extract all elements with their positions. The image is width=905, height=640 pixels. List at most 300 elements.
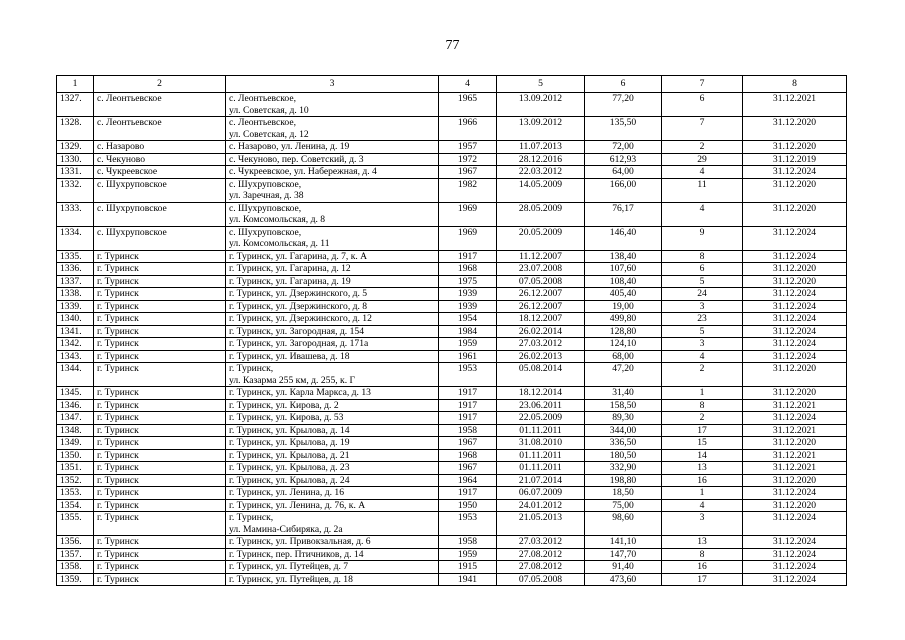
- address-line: г. Туринск, ул. Кирова, д. 53: [229, 412, 344, 423]
- table-row: [57, 166, 847, 179]
- address-cell: [226, 449, 439, 462]
- year-cell: 1917: [439, 250, 497, 263]
- count-cell: 2: [662, 363, 743, 387]
- row-number-cell: 1349.: [57, 437, 94, 450]
- address-line: ул. Советская, д. 10: [229, 104, 309, 116]
- column-header: 7: [662, 76, 743, 93]
- date-cell: 21.07.2014: [497, 474, 585, 487]
- address-line: ул. Комсомольская, д. 8: [229, 214, 326, 225]
- table-row: [57, 202, 847, 226]
- table-row: [57, 462, 847, 475]
- row-number-cell: 1338.: [57, 288, 94, 301]
- row-number-cell: 1340.: [57, 313, 94, 326]
- address-line: г. Туринск, ул. Кирова, д. 2: [229, 399, 339, 411]
- year-cell: 1917: [439, 487, 497, 500]
- address-cell: [226, 462, 439, 475]
- address-cell: [226, 288, 439, 301]
- settlement-cell: г. Туринск: [94, 561, 226, 574]
- settlement-cell: г. Туринск: [94, 449, 226, 462]
- deadline-cell: 31.12.2021: [743, 93, 847, 117]
- area-cell: 473,60: [585, 573, 662, 586]
- date-cell: 26.02.2014: [497, 325, 585, 338]
- row-number-cell: 1346.: [57, 399, 94, 412]
- year-cell: 1968: [439, 449, 497, 462]
- deadline-cell: 31.12.2019: [743, 153, 847, 166]
- date-cell: 28.12.2016: [497, 153, 585, 166]
- address-cell: [226, 338, 439, 351]
- address-cell: [226, 536, 439, 549]
- area-cell: 31,40: [585, 387, 662, 400]
- year-cell: 1967: [439, 462, 497, 475]
- row-number-cell: 1353.: [57, 487, 94, 500]
- table-row: [57, 561, 847, 574]
- date-cell: 01.11.2011: [497, 449, 585, 462]
- address-line: г. Туринск,: [229, 363, 274, 374]
- year-cell: 1969: [439, 226, 497, 250]
- area-cell: 47,20: [585, 363, 662, 387]
- address-line: г. Туринск, ул. Ленина, д. 76, к. А: [229, 499, 366, 511]
- area-cell: 64,00: [585, 166, 662, 179]
- date-cell: 27.03.2012: [497, 338, 585, 351]
- count-cell: 2: [662, 141, 743, 154]
- settlement-cell: г. Туринск: [94, 325, 226, 338]
- row-number-cell: 1337.: [57, 275, 94, 288]
- settlement-cell: г. Туринск: [94, 462, 226, 475]
- settlement-cell: г. Туринск: [94, 338, 226, 351]
- settlement-cell: г. Туринск: [94, 424, 226, 437]
- table-row: [57, 178, 847, 202]
- table-row: [57, 226, 847, 250]
- address-cell: [226, 166, 439, 179]
- address-line: с. Шухруповское,: [229, 226, 302, 238]
- date-cell: 01.11.2011: [497, 424, 585, 437]
- address-line: ул. Заречная, д. 38: [229, 190, 304, 201]
- address-cell: [226, 275, 439, 288]
- address-line: г. Туринск, ул. Загородная, д. 171а: [229, 338, 369, 349]
- year-cell: 1953: [439, 512, 497, 536]
- address-line: г. Туринск,: [229, 512, 274, 523]
- date-cell: 26.12.2007: [497, 300, 585, 313]
- deadline-cell: 31.12.2020: [743, 387, 847, 400]
- address-line: с. Леонтьевское,: [229, 93, 296, 104]
- address-cell: [226, 499, 439, 512]
- row-number-cell: 1334.: [57, 226, 94, 250]
- deadline-cell: 31.12.2024: [743, 313, 847, 326]
- column-header: 6: [585, 76, 662, 93]
- year-cell: 1967: [439, 166, 497, 179]
- table-row: [57, 399, 847, 412]
- address-line: г. Туринск, ул. Карла Маркса, д. 13: [229, 387, 371, 398]
- address-cell: [226, 487, 439, 500]
- row-number-cell: 1344.: [57, 363, 94, 387]
- deadline-cell: 31.12.2021: [743, 399, 847, 412]
- count-cell: 23: [662, 313, 743, 326]
- date-cell: 24.01.2012: [497, 499, 585, 512]
- row-number-cell: 1332.: [57, 178, 94, 202]
- year-cell: 1915: [439, 561, 497, 574]
- settlement-cell: с. Леонтьевское: [94, 93, 226, 117]
- area-cell: 499,80: [585, 313, 662, 326]
- settlement-cell: с. Леонтьевское: [94, 117, 226, 141]
- settlement-cell: г. Туринск: [94, 548, 226, 561]
- count-cell: 2: [662, 412, 743, 425]
- settlement-cell: г. Туринск: [94, 499, 226, 512]
- settlement-cell: г. Туринск: [94, 300, 226, 313]
- year-cell: 1959: [439, 338, 497, 351]
- count-cell: 17: [662, 573, 743, 586]
- address-cell: [226, 93, 439, 117]
- address-cell: [226, 412, 439, 425]
- date-cell: 27.03.2012: [497, 536, 585, 549]
- deadline-cell: 31.12.2024: [743, 250, 847, 263]
- address-cell: [226, 313, 439, 326]
- table-row: [57, 424, 847, 437]
- row-number-cell: 1359.: [57, 573, 94, 586]
- count-cell: 29: [662, 153, 743, 166]
- date-cell: 11.07.2013: [497, 141, 585, 154]
- count-cell: 1: [662, 487, 743, 500]
- year-cell: 1950: [439, 499, 497, 512]
- row-number-cell: 1335.: [57, 250, 94, 263]
- table-row: [57, 573, 847, 586]
- count-cell: 9: [662, 226, 743, 250]
- row-number-cell: 1348.: [57, 424, 94, 437]
- date-cell: 13.09.2012: [497, 117, 585, 141]
- row-number-cell: 1351.: [57, 462, 94, 475]
- address-line: г. Туринск, ул. Дзержинского, д. 5: [229, 288, 368, 299]
- page-number: 77: [445, 38, 460, 53]
- address-line: ул. Казарма 255 км, д. 255, к. Г: [229, 374, 356, 386]
- count-cell: 15: [662, 437, 743, 450]
- date-cell: 07.05.2008: [497, 275, 585, 288]
- date-cell: 14.05.2009: [497, 178, 585, 202]
- date-cell: 07.05.2008: [497, 573, 585, 586]
- count-cell: 16: [662, 474, 743, 487]
- area-cell: 135,50: [585, 117, 662, 141]
- table-row: [57, 363, 847, 387]
- settlement-cell: г. Туринск: [94, 387, 226, 400]
- count-cell: 8: [662, 548, 743, 561]
- table-row: [57, 437, 847, 450]
- year-cell: 1965: [439, 93, 497, 117]
- address-line: г. Туринск, ул. Привокзальная, д. 6: [229, 536, 371, 547]
- table-row: [57, 474, 847, 487]
- area-cell: 146,40: [585, 226, 662, 250]
- table-row: [57, 487, 847, 500]
- deadline-cell: 31.12.2024: [743, 226, 847, 250]
- address-line: ул. Комсомольская, д. 11: [229, 238, 330, 249]
- date-cell: 18.12.2014: [497, 387, 585, 400]
- address-cell: [226, 226, 439, 250]
- table-row: [57, 93, 847, 117]
- table-row: [57, 263, 847, 276]
- area-cell: 198,80: [585, 474, 662, 487]
- deadline-cell: 31.12.2024: [743, 412, 847, 425]
- deadline-cell: 31.12.2024: [743, 561, 847, 574]
- deadline-cell: 31.12.2020: [743, 117, 847, 141]
- deadline-cell: 31.12.2020: [743, 202, 847, 226]
- count-cell: 6: [662, 93, 743, 117]
- year-cell: 1975: [439, 275, 497, 288]
- count-cell: 11: [662, 178, 743, 202]
- address-line: г. Туринск, ул. Путейцев, д. 7: [229, 561, 349, 572]
- deadline-cell: 31.12.2024: [743, 166, 847, 179]
- settlement-cell: г. Туринск: [94, 412, 226, 425]
- area-cell: 166,00: [585, 178, 662, 202]
- settlement-cell: г. Туринск: [94, 288, 226, 301]
- year-cell: 1939: [439, 288, 497, 301]
- address-cell: [226, 548, 439, 561]
- deadline-cell: 31.12.2020: [743, 275, 847, 288]
- row-number-cell: 1330.: [57, 153, 94, 166]
- date-cell: 27.08.2012: [497, 548, 585, 561]
- deadline-cell: 31.12.2024: [743, 536, 847, 549]
- area-cell: 77,20: [585, 93, 662, 117]
- settlement-cell: г. Туринск: [94, 363, 226, 387]
- date-cell: 26.02.2013: [497, 350, 585, 363]
- row-number-cell: 1329.: [57, 141, 94, 154]
- deadline-cell: 31.12.2024: [743, 338, 847, 351]
- row-number-cell: 1355.: [57, 512, 94, 536]
- row-number-cell: 1336.: [57, 263, 94, 276]
- column-header: 2: [94, 76, 226, 93]
- table-row: [57, 548, 847, 561]
- address-line: г. Туринск, пер. Птичников, д. 14: [229, 548, 364, 560]
- address-line: г. Туринск, ул. Путейцев, д. 18: [229, 573, 353, 585]
- address-line: с. Шухруповское,: [229, 178, 302, 190]
- deadline-cell: 31.12.2021: [743, 424, 847, 437]
- address-line: г. Туринск, ул. Гагарина, д. 12: [229, 263, 351, 274]
- address-cell: [226, 424, 439, 437]
- address-line: г. Туринск, ул. Гагарина, д. 7, к. А: [229, 250, 368, 262]
- table-row: [57, 313, 847, 326]
- table-row: [57, 387, 847, 400]
- area-cell: 72,00: [585, 141, 662, 154]
- area-cell: 405,40: [585, 288, 662, 301]
- area-cell: 75,00: [585, 499, 662, 512]
- address-cell: [226, 141, 439, 154]
- area-cell: 89,30: [585, 412, 662, 425]
- deadline-cell: 31.12.2024: [743, 325, 847, 338]
- date-cell: 22.05.2009: [497, 412, 585, 425]
- settlement-cell: г. Туринск: [94, 437, 226, 450]
- column-header: 5: [497, 76, 585, 93]
- settlement-cell: г. Туринск: [94, 536, 226, 549]
- deadline-cell: 31.12.2020: [743, 499, 847, 512]
- address-line: с. Шухруповское,: [229, 202, 302, 214]
- address-cell: [226, 117, 439, 141]
- row-number-cell: 1352.: [57, 474, 94, 487]
- count-cell: 3: [662, 338, 743, 351]
- settlement-cell: г. Туринск: [94, 250, 226, 263]
- year-cell: 1984: [439, 325, 497, 338]
- count-cell: 13: [662, 462, 743, 475]
- settlement-cell: г. Туринск: [94, 263, 226, 276]
- address-cell: [226, 350, 439, 363]
- address-line: г. Туринск, ул. Ленина, д. 16: [229, 487, 344, 498]
- row-number-cell: 1333.: [57, 202, 94, 226]
- address-cell: [226, 263, 439, 276]
- table-row: [57, 250, 847, 263]
- area-cell: 18,50: [585, 487, 662, 500]
- settlement-cell: г. Туринск: [94, 474, 226, 487]
- row-number-cell: 1342.: [57, 338, 94, 351]
- settlement-cell: г. Туринск: [94, 275, 226, 288]
- date-cell: 05.08.2014: [497, 363, 585, 387]
- address-line: г. Туринск, ул. Крылова, д. 24: [229, 474, 350, 486]
- row-number-cell: 1347.: [57, 412, 94, 425]
- address-cell: [226, 300, 439, 313]
- address-line: г. Туринск, ул. Дзержинского, д. 12: [229, 313, 372, 324]
- address-line: г. Туринск, ул. Крылова, д. 19: [229, 437, 350, 448]
- year-cell: 1917: [439, 399, 497, 412]
- count-cell: 4: [662, 166, 743, 179]
- date-cell: 20.05.2009: [497, 226, 585, 250]
- address-cell: [226, 474, 439, 487]
- address-cell: [226, 178, 439, 202]
- year-cell: 1967: [439, 437, 497, 450]
- count-cell: 14: [662, 449, 743, 462]
- deadline-cell: 31.12.2020: [743, 263, 847, 276]
- row-number-cell: 1343.: [57, 350, 94, 363]
- area-cell: 124,10: [585, 338, 662, 351]
- year-cell: 1953: [439, 363, 497, 387]
- date-cell: 23.07.2008: [497, 263, 585, 276]
- year-cell: 1982: [439, 178, 497, 202]
- row-number-cell: 1358.: [57, 561, 94, 574]
- address-line: ул. Мамина-Сибиряка, д. 2а: [229, 523, 343, 535]
- area-cell: 180,50: [585, 449, 662, 462]
- count-cell: 4: [662, 350, 743, 363]
- area-cell: 19,00: [585, 300, 662, 313]
- deadline-cell: 31.12.2024: [743, 548, 847, 561]
- row-number-cell: 1328.: [57, 117, 94, 141]
- address-line: ул. Советская, д. 12: [229, 128, 309, 140]
- address-line: с. Леонтьевское,: [229, 117, 296, 128]
- date-cell: 22.03.2012: [497, 166, 585, 179]
- area-cell: 141,10: [585, 536, 662, 549]
- settlement-cell: г. Туринск: [94, 512, 226, 536]
- date-cell: 01.11.2011: [497, 462, 585, 475]
- address-line: с. Чекуново, пер. Советский, д. 3: [229, 153, 364, 165]
- year-cell: 1958: [439, 424, 497, 437]
- settlement-cell: г. Туринск: [94, 350, 226, 363]
- count-cell: 6: [662, 263, 743, 276]
- row-number-cell: 1357.: [57, 548, 94, 561]
- area-cell: 138,40: [585, 250, 662, 263]
- count-cell: 16: [662, 561, 743, 574]
- address-cell: [226, 399, 439, 412]
- deadline-cell: 31.12.2024: [743, 512, 847, 536]
- table-row: [57, 325, 847, 338]
- table-row: [57, 141, 847, 154]
- settlement-cell: г. Туринск: [94, 399, 226, 412]
- table-body: [57, 93, 847, 586]
- table-row: [57, 117, 847, 141]
- address-line: г. Туринск, ул. Гагарина, д. 19: [229, 275, 351, 287]
- address-line: г. Туринск, ул. Крылова, д. 23: [229, 462, 350, 473]
- date-cell: 26.12.2007: [497, 288, 585, 301]
- address-cell: [226, 512, 439, 536]
- year-cell: 1966: [439, 117, 497, 141]
- table-row: [57, 512, 847, 536]
- row-number-cell: 1354.: [57, 499, 94, 512]
- date-cell: 27.08.2012: [497, 561, 585, 574]
- address-cell: [226, 561, 439, 574]
- settlement-cell: с. Чукреевское: [94, 166, 226, 179]
- area-cell: 98,60: [585, 512, 662, 536]
- table-row: [57, 536, 847, 549]
- count-cell: 8: [662, 250, 743, 263]
- column-header: 1: [57, 76, 94, 93]
- table-row: [57, 275, 847, 288]
- count-cell: 13: [662, 536, 743, 549]
- table-row: [57, 449, 847, 462]
- address-line: г. Туринск, ул. Дзержинского, д. 8: [229, 300, 368, 312]
- table-row: [57, 499, 847, 512]
- area-cell: 332,90: [585, 462, 662, 475]
- deadline-cell: 31.12.2020: [743, 474, 847, 487]
- settlement-cell: с. Назарово: [94, 141, 226, 154]
- address-cell: [226, 202, 439, 226]
- address-line: г. Туринск, ул. Загородная, д. 154: [229, 325, 364, 337]
- settlement-cell: с. Шухруповское: [94, 226, 226, 250]
- area-cell: 128,80: [585, 325, 662, 338]
- count-cell: 7: [662, 117, 743, 141]
- count-cell: 24: [662, 288, 743, 301]
- year-cell: 1957: [439, 141, 497, 154]
- table-row: [57, 350, 847, 363]
- year-cell: 1941: [439, 573, 497, 586]
- year-cell: 1954: [439, 313, 497, 326]
- table-row: [57, 412, 847, 425]
- address-cell: [226, 250, 439, 263]
- deadline-cell: 31.12.2020: [743, 141, 847, 154]
- column-header: 8: [743, 76, 847, 93]
- address-line: с. Чукреевское, ул. Набережная, д. 4: [229, 166, 377, 177]
- deadline-cell: 31.12.2020: [743, 178, 847, 202]
- deadline-cell: 31.12.2020: [743, 437, 847, 450]
- table-row: [57, 338, 847, 351]
- year-cell: 1958: [439, 536, 497, 549]
- address-cell: [226, 325, 439, 338]
- settlement-cell: г. Туринск: [94, 313, 226, 326]
- area-cell: 91,40: [585, 561, 662, 574]
- deadline-cell: 31.12.2024: [743, 350, 847, 363]
- deadline-cell: 31.12.2024: [743, 573, 847, 586]
- column-header: 4: [439, 76, 497, 93]
- year-cell: 1968: [439, 263, 497, 276]
- table-row: [57, 288, 847, 301]
- address-line: г. Туринск, ул. Ивашева, д. 18: [229, 350, 350, 362]
- date-cell: 28.05.2009: [497, 202, 585, 226]
- date-cell: 21.05.2013: [497, 512, 585, 536]
- deadline-cell: 31.12.2020: [743, 363, 847, 387]
- row-number-cell: 1345.: [57, 387, 94, 400]
- year-cell: 1939: [439, 300, 497, 313]
- area-cell: 107,60: [585, 263, 662, 276]
- date-cell: 31.08.2010: [497, 437, 585, 450]
- year-cell: 1959: [439, 548, 497, 561]
- row-number-cell: 1350.: [57, 449, 94, 462]
- address-cell: [226, 387, 439, 400]
- date-cell: 06.07.2009: [497, 487, 585, 500]
- date-cell: 13.09.2012: [497, 93, 585, 117]
- area-cell: 344,00: [585, 424, 662, 437]
- count-cell: 5: [662, 325, 743, 338]
- count-cell: 1: [662, 387, 743, 400]
- address-line: с. Назарово, ул. Ленина, д. 19: [229, 141, 350, 152]
